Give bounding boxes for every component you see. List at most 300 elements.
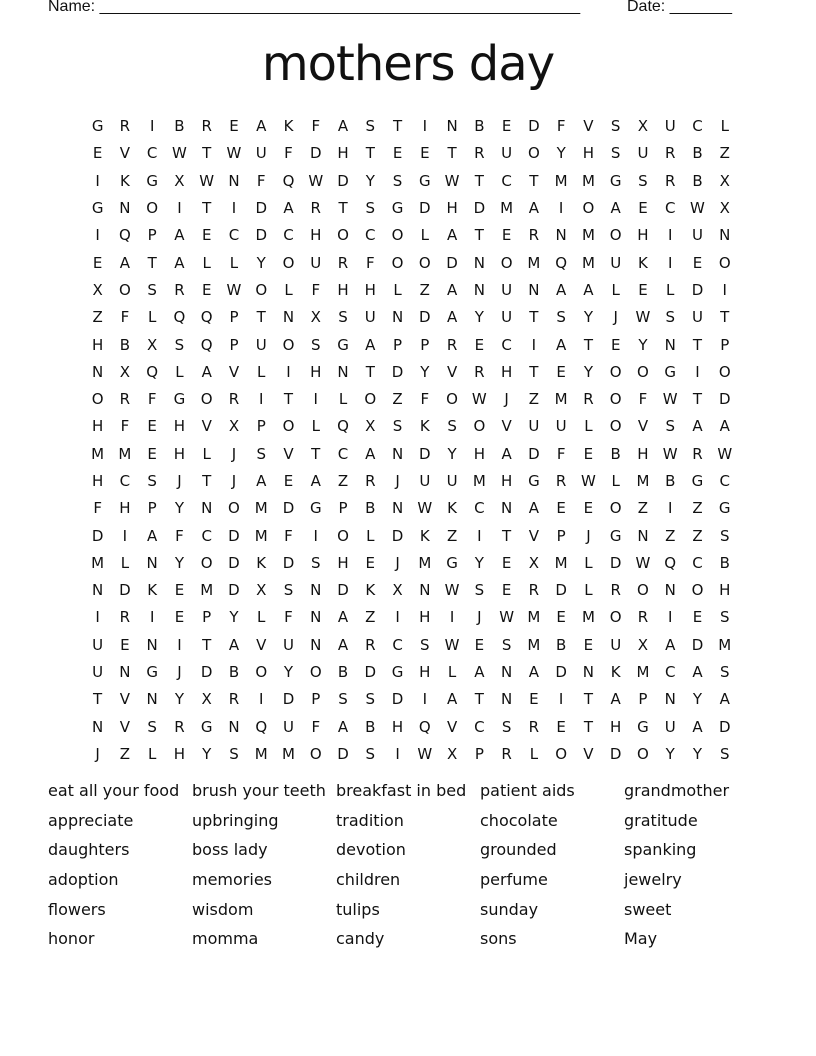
grid-cell: N [146, 635, 158, 654]
grid-row [84, 413, 744, 440]
grid-cell: N [391, 308, 404, 327]
grid-cell: B [692, 171, 703, 190]
grid-cell: P [474, 744, 484, 763]
grid-cell: U [501, 308, 513, 327]
grid-cell: S [420, 635, 430, 654]
grid-cell: E [474, 635, 485, 654]
grid-cell: G [200, 717, 213, 736]
grid-cell: A [692, 717, 703, 736]
grid-cell: N [446, 117, 458, 136]
grid-cell: H [337, 280, 349, 299]
name-field: Name: ______________________________________________________ [48, 0, 581, 15]
grid-cell: M [254, 744, 268, 763]
grid-cell: I [177, 199, 182, 218]
grid-cell: E [420, 144, 430, 163]
grid-cell: H [91, 417, 104, 436]
grid-cell: A [528, 199, 540, 218]
grid-cell: T [202, 635, 212, 654]
grid-cell: I [695, 362, 700, 381]
grid-cell: S [610, 117, 621, 136]
grid-cell: F [556, 444, 566, 463]
grid-row [84, 659, 744, 686]
grid-cell: A [201, 362, 212, 381]
grid-cell: O [364, 390, 377, 409]
grid-cell: N [119, 199, 131, 218]
grid-cell: V [256, 635, 267, 654]
grid-cell: H [719, 581, 731, 600]
grid-cell: L [147, 308, 157, 327]
grid-cell: C [692, 553, 703, 572]
grid-cell: D [337, 744, 349, 763]
grid-cell: R [474, 144, 485, 163]
grid-cell: T [692, 335, 703, 354]
grid-cell: I [259, 690, 264, 709]
grid-cell: L [447, 663, 457, 682]
grid-cell: S [256, 444, 266, 463]
grid-cell: Y [474, 308, 484, 327]
grid-cell: E [556, 362, 566, 381]
grid-cell: U [419, 472, 431, 490]
grid-cell: A [474, 663, 485, 682]
grid-cell: A [446, 280, 458, 299]
grid-cell: M [418, 553, 432, 572]
grid-cell: L [229, 253, 239, 272]
grid-cell: O [282, 335, 295, 354]
grid-cell: L [611, 472, 620, 490]
grid-cell: V [583, 117, 594, 136]
grid-cell: E [556, 499, 566, 518]
date-field: Date: _______ [627, 0, 732, 15]
grid-cell: F [420, 390, 430, 409]
grid-cell: O [718, 253, 731, 272]
grid-cell: M [636, 472, 650, 490]
grid-cell: Q [173, 308, 186, 327]
grid-cell: D [555, 663, 567, 682]
grid-cell: T [720, 308, 730, 327]
grid-cell: L [120, 553, 130, 572]
grid-cell: Q [255, 717, 268, 736]
grid-row [84, 495, 744, 522]
grid-cell: C [501, 171, 512, 190]
grid-cell: S [665, 417, 675, 436]
word-bank-item: grandmother [624, 781, 730, 800]
word-bank-item: perfume [480, 870, 548, 890]
grid-cell: X [446, 744, 458, 763]
grid-row [84, 632, 744, 659]
grid-cell: O [473, 417, 486, 436]
grid-cell: D [419, 199, 431, 218]
grid-cell: O [418, 253, 431, 272]
word-bank-item: children [336, 870, 401, 890]
grid-cell: F [256, 171, 266, 190]
grid-cell: H [419, 608, 431, 627]
grid-cell: W [226, 144, 242, 163]
grid-row [84, 714, 744, 741]
grid-cell: I [231, 199, 237, 218]
grid-cell: U [501, 144, 513, 163]
grid-cell: L [584, 581, 593, 600]
grid-cell: M [500, 199, 514, 218]
grid-cell: K [256, 553, 267, 572]
grid-cell: A [256, 117, 267, 136]
grid-row [84, 441, 744, 468]
grid-cell: B [228, 663, 240, 682]
grid-cell: G [91, 117, 104, 136]
grid-cell: E [201, 280, 212, 299]
grid-cell: Y [202, 744, 212, 763]
grid-cell: O [582, 199, 595, 218]
grid-cell: M [718, 635, 732, 654]
grid-cell: L [311, 417, 320, 436]
grid-cell: E [529, 690, 539, 709]
grid-cell: G [391, 663, 404, 682]
grid-cell: O [282, 417, 295, 436]
grid-cell: D [718, 717, 731, 736]
grid-cell: W [635, 308, 651, 327]
grid-cell: R [174, 280, 185, 299]
grid-cell: N [310, 635, 322, 654]
grid-cell: F [638, 390, 648, 409]
grid-cell: N [473, 280, 485, 299]
grid-cell: U [255, 335, 267, 354]
grid-cell: P [202, 608, 212, 627]
grid-cell: Q [555, 253, 568, 272]
grid-cell: K [119, 171, 130, 190]
grid-cell: A [719, 417, 730, 436]
grid-cell: E [692, 253, 703, 272]
grid-cell: U [664, 717, 676, 736]
grid-cell: G [718, 499, 731, 518]
grid-cell: Z [637, 499, 649, 518]
grid-cell: I [422, 690, 428, 709]
grid-cell: F [284, 526, 293, 545]
grid-cell: I [667, 499, 673, 518]
grid-cell: D [364, 663, 377, 682]
grid-cell: D [337, 581, 349, 600]
word-bank-item: tradition [336, 810, 404, 830]
grid-cell: A [228, 635, 240, 654]
grid-cell: N [637, 526, 649, 545]
grid-cell: B [719, 553, 730, 572]
grid-cell: A [337, 717, 349, 736]
grid-cell: M [472, 472, 486, 490]
word-bank-item: upbringing [192, 810, 279, 830]
word-bank-item: jewelry [624, 870, 682, 890]
grid-row [84, 304, 744, 331]
grid-cell: N [310, 581, 322, 600]
grid-cell: S [501, 635, 512, 654]
word-bank-item: adoption [48, 870, 119, 890]
word-bank-item: sons [480, 929, 517, 949]
grid-cell: Z [92, 308, 103, 327]
grid-cell: E [638, 280, 648, 299]
grid-cell: J [177, 472, 182, 490]
grid-cell: W [308, 171, 324, 190]
grid-cell: O [609, 417, 622, 436]
grid-cell: K [283, 117, 294, 136]
grid-cell: I [477, 526, 482, 545]
grid-cell: E [638, 199, 648, 218]
grid-cell: H [391, 717, 404, 736]
grid-cell: H [173, 744, 186, 763]
grid-cell: L [366, 526, 375, 545]
grid-cell: I [667, 253, 673, 272]
grid-cell: W [580, 472, 596, 490]
grid-cell: I [558, 199, 564, 218]
grid-cell: E [201, 226, 212, 245]
grid-cell: N [146, 553, 158, 572]
grid-cell: A [528, 499, 540, 518]
grid-cell: U [501, 280, 513, 299]
grid-cell: A [337, 117, 349, 136]
grid-cell: O [718, 362, 731, 381]
grid-cell: B [556, 635, 567, 654]
grid-cell: G [91, 199, 104, 218]
grid-cell: B [174, 117, 185, 136]
grid-cell: Z [665, 526, 676, 545]
grid-cell: M [254, 526, 268, 545]
grid-cell: K [447, 499, 457, 518]
grid-cell: L [666, 280, 675, 299]
grid-cell: Y [583, 362, 593, 381]
grid-cell: E [501, 553, 512, 572]
grid-cell: X [528, 553, 540, 572]
grid-cell: R [119, 390, 131, 409]
grid-cell: R [337, 253, 349, 272]
grid-cell: S [338, 690, 348, 709]
grid-cell: A [337, 608, 349, 627]
grid-cell: X [310, 308, 321, 327]
grid-cell: M [581, 253, 595, 272]
grid-cell: S [310, 335, 321, 354]
grid-cell: N [92, 581, 104, 600]
grid-cell: A [446, 226, 458, 245]
grid-cell: T [202, 472, 212, 490]
grid-cell: X [719, 199, 730, 218]
word-bank-item: gratitude [624, 810, 698, 830]
grid-cell: N [664, 581, 676, 600]
grid-cell: T [529, 308, 539, 327]
grid-cell: N [119, 663, 131, 682]
grid-cell: N [719, 226, 731, 245]
grid-cell: R [310, 199, 321, 218]
grid-cell: T [474, 226, 484, 245]
grid-cell: E [229, 117, 239, 136]
grid-cell: Q [200, 335, 213, 354]
grid-cell: B [665, 472, 676, 490]
grid-cell: V [201, 417, 212, 436]
grid-cell: H [500, 362, 513, 381]
grid-cell: T [474, 690, 484, 709]
grid-cell: S [147, 280, 157, 299]
grid-cell: R [555, 472, 567, 490]
grid-cell: X [719, 171, 730, 190]
grid-cell: H [337, 144, 349, 163]
grid-cell: M [527, 253, 541, 272]
grid-cell: D [609, 744, 622, 763]
grid-cell: U [691, 308, 703, 327]
grid-cell: W [199, 171, 215, 190]
grid-cell: U [691, 226, 703, 245]
grid-cell: Z [719, 144, 730, 163]
grid-cell: D [609, 553, 622, 572]
word-bank-item: daughters [48, 840, 130, 860]
grid-cell: C [392, 635, 403, 654]
grid-cell: J [231, 472, 237, 490]
grid-cell: I [395, 744, 400, 763]
grid-cell: L [584, 553, 593, 572]
grid-cell: Z [419, 280, 430, 299]
grid-cell: A [528, 663, 540, 682]
grid-cell: H [310, 362, 322, 381]
grid-cell: M [581, 226, 595, 245]
grid-cell: H [173, 444, 186, 463]
grid-cell: R [365, 472, 376, 490]
grid-cell: C [719, 472, 730, 490]
grid-cell: R [119, 608, 131, 627]
grid-cell: T [365, 362, 375, 381]
grid-cell: C [146, 144, 158, 163]
grid-cell: Y [256, 253, 266, 272]
grid-cell: N [555, 226, 567, 245]
grid-cell: A [692, 417, 703, 436]
grid-cell: E [147, 444, 157, 463]
grid-cell: R [610, 581, 621, 600]
grid-cell: O [337, 226, 349, 245]
grid-cell: E [610, 335, 621, 354]
grid-cell: M [554, 553, 568, 572]
grid-cell: Q [200, 308, 213, 327]
grid-cell: J [613, 308, 618, 327]
grid-cell: X [147, 335, 158, 354]
grid-cell: O [118, 280, 131, 299]
grid-cell: U [664, 117, 676, 136]
grid-cell: K [638, 253, 648, 272]
grid-cell: A [556, 335, 567, 354]
grid-cell: C [474, 499, 485, 518]
grid-cell: P [311, 690, 321, 709]
grid-cell: L [202, 253, 211, 272]
grid-cell: F [311, 280, 321, 299]
grid-cell: X [256, 581, 267, 600]
grid-cell: U [283, 717, 294, 736]
grid-cell: W [662, 390, 678, 409]
grid-cell: L [147, 744, 157, 763]
grid-cell: X [92, 280, 103, 299]
grid-cell: E [556, 608, 566, 627]
grid-cell: R [664, 144, 676, 163]
grid-cell: M [254, 499, 268, 518]
word-bank-item: sunday [480, 899, 539, 919]
grid-cell: D [691, 280, 704, 299]
letter-grid [84, 113, 744, 768]
grid-cell: O [282, 253, 295, 272]
grid-cell: A [719, 690, 730, 709]
grid-cell: G [609, 171, 622, 190]
grid-cell: Q [418, 717, 431, 736]
grid-cell: Y [638, 335, 648, 354]
grid-cell: W [471, 390, 487, 409]
grid-cell: O [446, 390, 458, 409]
grid-cell: X [637, 117, 649, 136]
word-bank-item: wisdom [192, 899, 254, 919]
grid-cell: O [500, 253, 513, 272]
grid-cell: Z [692, 499, 703, 518]
grid-cell: T [447, 144, 457, 163]
grid-row [84, 168, 744, 195]
grid-cell: P [147, 499, 157, 518]
grid-cell: O [609, 362, 622, 381]
word-bank-item: breakfast in bed [336, 781, 467, 800]
grid-cell: I [395, 608, 400, 627]
grid-cell: N [501, 663, 513, 682]
grid-cell: S [338, 308, 348, 327]
grid-cell: Y [365, 171, 375, 190]
grid-cell: O [200, 390, 213, 409]
grid-cell: U [555, 417, 567, 436]
grid-cell: B [692, 144, 703, 163]
grid-cell: F [284, 144, 293, 163]
grid-cell: J [231, 444, 237, 463]
grid-cell: T [93, 690, 103, 709]
grid-cell: W [226, 280, 242, 299]
grid-cell: R [664, 171, 676, 190]
grid-cell: W [717, 444, 733, 463]
grid-cell: N [146, 690, 158, 709]
grid-cell: E [583, 499, 594, 518]
grid-cell: L [175, 362, 184, 381]
grid-cell: K [610, 663, 621, 682]
grid-cell: J [586, 526, 591, 545]
grid-cell: T [147, 253, 157, 272]
grid-cell: H [582, 144, 595, 163]
grid-row [84, 686, 744, 713]
grid-cell: P [229, 308, 239, 327]
grid-cell: C [337, 444, 349, 463]
grid-cell: P [229, 335, 239, 354]
grid-cell: S [447, 417, 457, 436]
grid-cell: G [664, 362, 677, 381]
grid-cell: W [499, 608, 515, 627]
grid-cell: B [610, 444, 621, 463]
grid-cell: F [175, 526, 184, 545]
grid-cell: O [637, 581, 649, 600]
grid-cell: F [284, 608, 293, 627]
grid-cell: T [529, 171, 539, 190]
grid-cell: C [119, 472, 131, 490]
grid-cell: S [365, 690, 376, 709]
grid-cell: F [311, 117, 321, 136]
grid-cell: A [119, 253, 131, 272]
grid-cell: N [582, 663, 595, 682]
grid-cell: M [118, 444, 132, 463]
grid-cell: D [391, 362, 404, 381]
grid-cell: G [637, 717, 649, 736]
grid-cell: D [228, 581, 240, 600]
grid-cell: H [446, 199, 458, 218]
grid-cell: T [202, 199, 212, 218]
grid-cell: Y [420, 362, 430, 381]
grid-cell: A [283, 199, 294, 218]
grid-cell: P [420, 335, 430, 354]
grid-cell: E [174, 608, 185, 627]
word-bank-item: flowers [48, 899, 106, 919]
grid-cell: V [637, 417, 649, 436]
grid-cell: E [365, 553, 376, 572]
grid-cell: E [120, 635, 130, 654]
grid-row [84, 331, 744, 358]
grid-cell: V [501, 417, 512, 436]
